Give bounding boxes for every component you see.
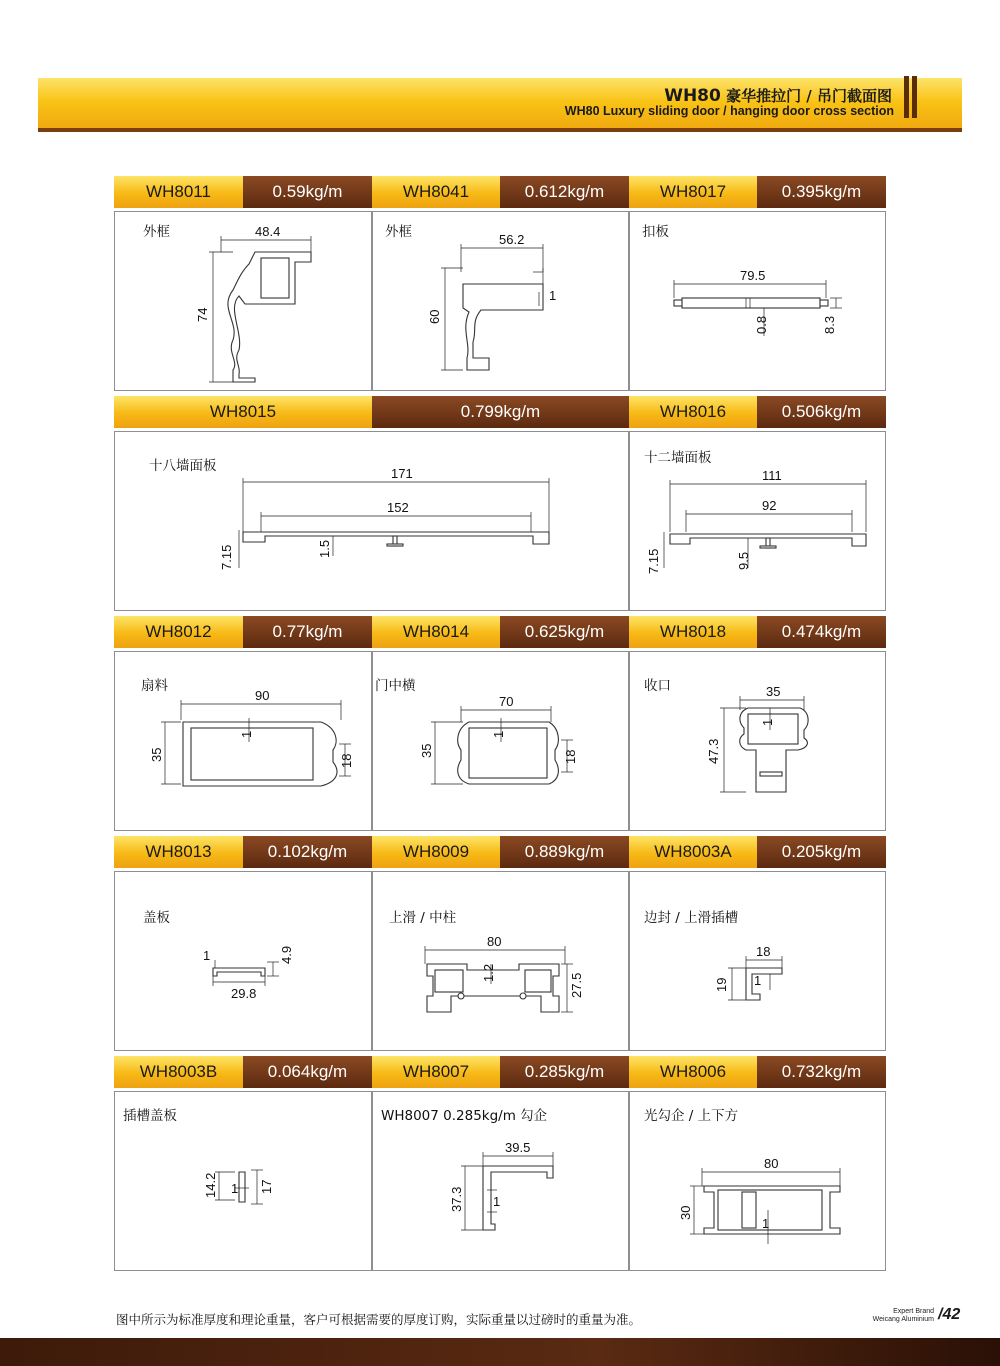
header-accent-bar bbox=[904, 76, 909, 118]
product-weight: 0.395kg/m bbox=[757, 176, 886, 208]
row-label-bar bbox=[114, 1056, 886, 1088]
profile-drawing-wh8003b bbox=[115, 1092, 372, 1271]
dim-label: 56.2 bbox=[499, 232, 525, 247]
panel-wh8006 bbox=[629, 1091, 886, 1271]
profile-drawing-wh8013 bbox=[115, 872, 372, 1051]
dim-label: 48.4 bbox=[255, 224, 281, 239]
dim-label: 70 bbox=[499, 694, 514, 709]
dim-label: 1 bbox=[493, 1194, 501, 1209]
profile-drawing-wh8014 bbox=[373, 652, 629, 831]
brand-line-1: Expert Brand bbox=[893, 1308, 934, 1315]
product-code: WH8012 bbox=[114, 616, 243, 648]
brand-line-2: Weicang Aluminium bbox=[872, 1316, 934, 1323]
product-code: WH8041 bbox=[372, 176, 500, 208]
profile-name: 插槽盖板 bbox=[123, 1108, 177, 1124]
product-weight: 0.102kg/m bbox=[243, 836, 372, 868]
profile-name: 上滑 / 中柱 bbox=[389, 910, 457, 926]
profile-name: 十八墙面板 bbox=[149, 458, 217, 474]
dim-label: 60 bbox=[427, 309, 442, 324]
product-code: WH8003B bbox=[114, 1056, 243, 1088]
profile-name: 扇料 bbox=[141, 678, 168, 694]
dim-label: 1 bbox=[491, 730, 506, 738]
dim-label: 1 bbox=[203, 948, 211, 963]
dim-label: 27.5 bbox=[569, 972, 584, 998]
product-code: WH8003A bbox=[629, 836, 757, 868]
dim-label: 171 bbox=[391, 466, 413, 481]
dim-label: 1 bbox=[239, 730, 254, 738]
product-weight: 0.732kg/m bbox=[757, 1056, 886, 1088]
profile-drawing-wh8003a bbox=[630, 872, 886, 1051]
profile-drawing-wh8009 bbox=[373, 872, 629, 1051]
product-weight: 0.612kg/m bbox=[500, 176, 629, 208]
panel-wh8017 bbox=[629, 211, 886, 391]
dim-label: 79.5 bbox=[740, 268, 766, 283]
dim-label: 19 bbox=[714, 977, 729, 992]
product-weight: 0.064kg/m bbox=[243, 1056, 372, 1088]
profile-drawing-wh8007 bbox=[373, 1092, 629, 1271]
product-code: WH8007 bbox=[372, 1056, 500, 1088]
dim-label: 92 bbox=[762, 498, 777, 513]
product-weight: 0.77kg/m bbox=[243, 616, 372, 648]
product-code: WH8015 bbox=[114, 396, 372, 428]
panel-wh8007 bbox=[372, 1091, 629, 1271]
dim-label: 17 bbox=[259, 1179, 274, 1194]
panel-wh8003b bbox=[114, 1091, 372, 1271]
product-weight: 0.285kg/m bbox=[500, 1056, 629, 1088]
dim-label: 1 bbox=[231, 1181, 239, 1196]
dim-label: 8.3 bbox=[822, 315, 837, 334]
dim-label: 35 bbox=[149, 747, 164, 762]
dim-label: 18 bbox=[563, 749, 578, 764]
product-weight: 0.506kg/m bbox=[757, 396, 886, 428]
product-code: WH8017 bbox=[629, 176, 757, 208]
product-weight: 0.799kg/m bbox=[372, 396, 629, 428]
profile-name: 扣板 bbox=[642, 224, 669, 240]
dim-label: 1.5 bbox=[317, 539, 332, 558]
product-weight: 0.59kg/m bbox=[243, 176, 372, 208]
profile-name: 边封 / 上滑插槽 bbox=[644, 910, 739, 926]
dim-label: 1 bbox=[762, 1216, 770, 1231]
product-code: WH8011 bbox=[114, 176, 243, 208]
header-underline bbox=[38, 128, 962, 132]
panel-wh8041 bbox=[372, 211, 629, 391]
profile-name: 门中横 bbox=[375, 678, 416, 694]
header-title-cn: WH80 豪华推拉门 / 吊门截面图 bbox=[664, 86, 892, 106]
dim-label: 30 bbox=[678, 1205, 693, 1220]
header-accent-bar bbox=[912, 76, 917, 118]
profile-drawing-wh8017 bbox=[630, 212, 886, 391]
product-weight: 0.625kg/m bbox=[500, 616, 629, 648]
dim-label: 14.2 bbox=[203, 1172, 218, 1198]
header-title-en: WH80 Luxury sliding door / hanging door cross section bbox=[564, 104, 894, 118]
product-code: WH8013 bbox=[114, 836, 243, 868]
dim-label: 1 bbox=[754, 973, 762, 988]
dim-label: 80 bbox=[487, 934, 502, 949]
profile-drawing-wh8011 bbox=[115, 212, 372, 391]
dim-label: 111 bbox=[762, 468, 782, 483]
profile-name: 收口 bbox=[644, 678, 671, 694]
dim-label: 35 bbox=[419, 743, 434, 758]
page-number: /42 bbox=[938, 1306, 961, 1323]
row-label-bar bbox=[114, 396, 886, 428]
panel-wh8003a bbox=[629, 871, 886, 1051]
product-code: WH8006 bbox=[629, 1056, 757, 1088]
dim-label: 18 bbox=[756, 944, 771, 959]
panel-wh8016 bbox=[629, 431, 886, 611]
row-label-bar bbox=[114, 836, 886, 868]
dim-label: 47.3 bbox=[706, 738, 721, 764]
dim-label: 4.9 bbox=[279, 945, 294, 964]
profile-drawing-wh8041 bbox=[373, 212, 629, 391]
product-code: WH8009 bbox=[372, 836, 500, 868]
profile-name: 十二墙面板 bbox=[644, 450, 712, 466]
panel-wh8014 bbox=[372, 651, 629, 831]
profile-drawing-wh8012 bbox=[115, 652, 372, 831]
footer-note: 图中所示为标准厚度和理论重量，客户可根据需要的厚度订购，实际重量以过磅时的重量为准。 bbox=[116, 1312, 642, 1327]
profile-drawing-wh8006 bbox=[630, 1092, 886, 1271]
dim-label: 18 bbox=[339, 753, 354, 768]
product-code: WH8014 bbox=[372, 616, 500, 648]
row-label-bar bbox=[114, 176, 886, 208]
profile-name: 光勾企 / 上下方 bbox=[644, 1108, 739, 1124]
dim-label: 9.5 bbox=[736, 551, 751, 570]
dim-label: 1 bbox=[760, 718, 775, 726]
profile-name: WH8007 0.285kg/m 勾企 bbox=[381, 1108, 548, 1124]
product-weight: 0.205kg/m bbox=[757, 836, 886, 868]
dim-label: 90 bbox=[255, 688, 270, 703]
profile-name: 外框 bbox=[385, 224, 412, 240]
footer-band bbox=[0, 1338, 1000, 1366]
panel-wh8013 bbox=[114, 871, 372, 1051]
product-weight: 0.474kg/m bbox=[757, 616, 886, 648]
dim-label: 35 bbox=[766, 684, 781, 699]
dim-label: 37.3 bbox=[449, 1186, 464, 1212]
dim-label: 152 bbox=[387, 500, 409, 515]
product-weight: 0.889kg/m bbox=[500, 836, 629, 868]
panel-wh8018 bbox=[629, 651, 886, 831]
profile-name: 盖板 bbox=[143, 910, 170, 926]
dim-label: 0.8 bbox=[754, 315, 769, 334]
profile-drawing-wh8018 bbox=[630, 652, 886, 831]
product-code: WH8018 bbox=[629, 616, 757, 648]
dim-label: 80 bbox=[764, 1156, 779, 1171]
panel-wh8009 bbox=[372, 871, 629, 1051]
dim-label: 1.2 bbox=[481, 963, 496, 982]
dim-label: 7.15 bbox=[219, 544, 234, 570]
panel-wh8011 bbox=[114, 211, 372, 391]
panel-wh8015 bbox=[114, 431, 629, 611]
dim-label: 39.5 bbox=[505, 1140, 531, 1155]
row-label-bar bbox=[114, 616, 886, 648]
dim-label: 1 bbox=[549, 288, 557, 303]
profile-drawing-wh8016 bbox=[630, 432, 886, 611]
panel-wh8012 bbox=[114, 651, 372, 831]
profile-name: 外框 bbox=[143, 224, 170, 240]
dim-label: 29.8 bbox=[231, 986, 257, 1001]
dim-label: 7.15 bbox=[646, 548, 661, 574]
dim-label: 74 bbox=[195, 307, 210, 322]
profile-drawing-wh8015 bbox=[115, 432, 629, 611]
product-code: WH8016 bbox=[629, 396, 757, 428]
